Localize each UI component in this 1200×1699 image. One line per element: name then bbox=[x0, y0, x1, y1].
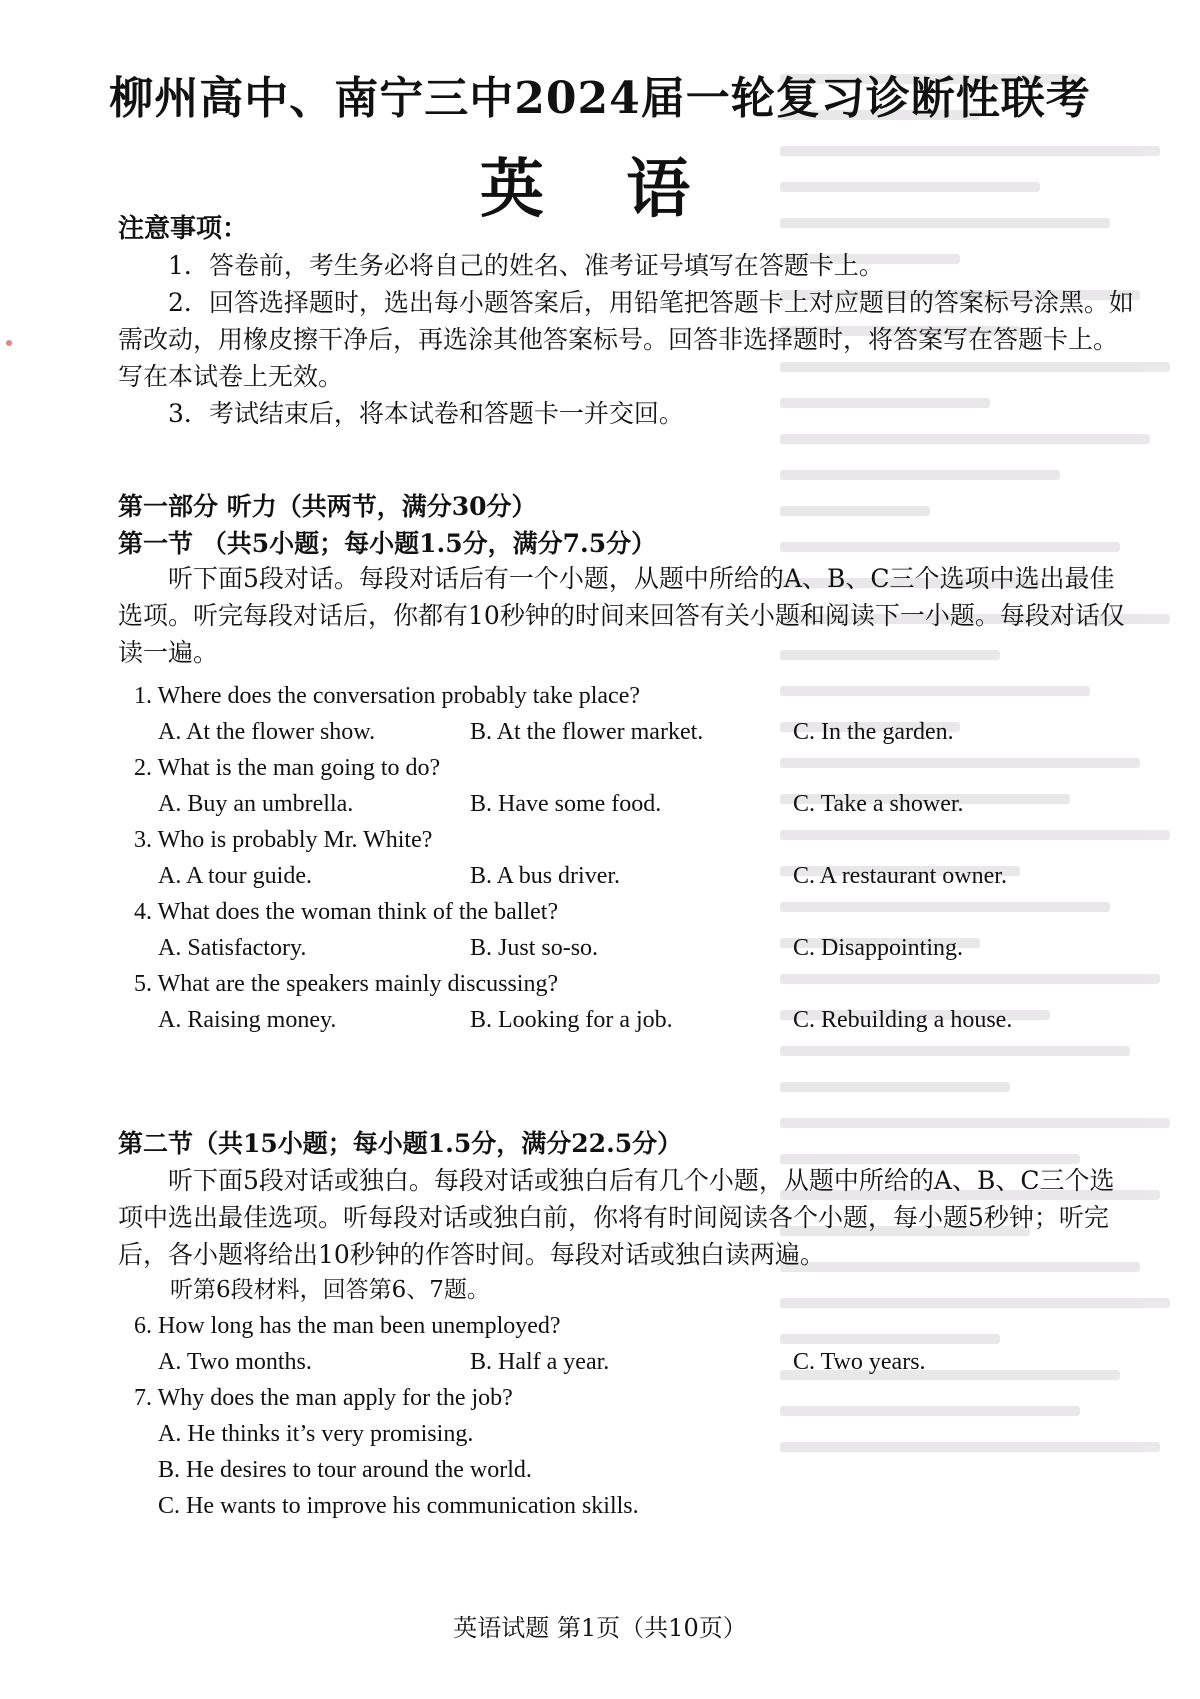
option-a: A. Raising money. bbox=[158, 1007, 337, 1033]
section1-questions bbox=[118, 678, 1138, 1038]
option-b: B. Looking for a job. bbox=[470, 1007, 673, 1033]
option-row bbox=[118, 858, 1138, 894]
note-item: 1．答卷前，考生务必将自己的姓名、准考证号填写在答题卡上。 bbox=[168, 251, 884, 280]
option-c: C. Two years. bbox=[793, 1349, 926, 1375]
part1-heading: 第一部分 听力（共两节，满分30分） bbox=[118, 492, 537, 521]
option-a: A. Two months. bbox=[158, 1349, 312, 1375]
option-row bbox=[118, 930, 1138, 966]
question-stem: 7. Why does the man apply for the job? bbox=[134, 1385, 513, 1411]
section2-instructions: 听下面5段对话或独白。每段对话或独白后有几个小题，从题中所给的A、B、C三个选项中选出最佳选项。听每段对话或独白前，你将有时间阅读各个小题，每小题5秒钟；听完后，各小题将给出10秒钟的作答时间。每段对话或独白读两遍。 bbox=[118, 1166, 1115, 1269]
question-stem: 4. What does the woman think of the ballet? bbox=[134, 899, 559, 925]
question-item bbox=[118, 966, 1138, 1038]
option-c: C. In the garden. bbox=[793, 719, 954, 745]
option-b: B. Just so-so. bbox=[470, 935, 599, 961]
section2-heading: 第二节（共15小题；每小题1.5分，满分22.5分） bbox=[118, 1129, 683, 1158]
option-a: A. Satisfactory. bbox=[158, 935, 307, 961]
subject-title: 英 语 bbox=[479, 152, 721, 227]
section2-questions bbox=[118, 1308, 1138, 1524]
option-b: B. At the flower market. bbox=[470, 719, 704, 745]
question-item bbox=[118, 822, 1138, 894]
option-row bbox=[118, 714, 1138, 750]
option-a: A. At the flower show. bbox=[158, 719, 376, 745]
question-item bbox=[118, 894, 1138, 966]
option-row bbox=[118, 1344, 1138, 1380]
question-stem: 5. What are the speakers mainly discussing? bbox=[134, 971, 559, 997]
question-item bbox=[118, 1380, 1138, 1524]
exam-title: 柳州高中、南宁三中2024届一轮复习诊断性联考 bbox=[109, 73, 1091, 124]
option-c: C. Rebuilding a house. bbox=[793, 1007, 1013, 1033]
option-b: B. Half a year. bbox=[470, 1349, 610, 1375]
question-item bbox=[118, 678, 1138, 750]
option-row bbox=[118, 1002, 1138, 1038]
option-row bbox=[118, 786, 1138, 822]
option-b: B. He desires to tour around the world. bbox=[158, 1457, 532, 1483]
option-c: C. Disappointing. bbox=[793, 935, 964, 961]
option-b: B. Have some food. bbox=[470, 791, 662, 817]
notes-list bbox=[118, 247, 1138, 432]
note-item: 2．回答选择题时，选出每小题答案后，用铅笔把答题卡上对应题目的答案标号涂黑。如需改动，用橡皮擦干净后，再选涂其他答案标号。回答非选择题时，将答案写在答题卡上。写在本试卷上无效。 bbox=[118, 288, 1134, 391]
question-stem: 3. Who is probably Mr. White? bbox=[134, 827, 433, 853]
option-a: A. Buy an umbrella. bbox=[158, 791, 354, 817]
material-instruction: 听第6段材料，回答第6、7题。 bbox=[170, 1277, 490, 1303]
option-a: A. A tour guide. bbox=[158, 863, 312, 889]
question-item bbox=[118, 750, 1138, 822]
note-item: 3．考试结束后，将本试卷和答题卡一并交回。 bbox=[168, 399, 684, 428]
option-b: B. A bus driver. bbox=[470, 863, 621, 889]
option-c: C. A restaurant owner. bbox=[793, 863, 1007, 889]
question-item bbox=[118, 1308, 1138, 1380]
ink-mark bbox=[6, 340, 12, 346]
notes-heading: 注意事项： bbox=[118, 214, 249, 244]
page-footer: 英语试题 第1页（共10页） bbox=[453, 1614, 747, 1642]
section1-heading: 第一节 （共5小题；每小题1.5分，满分7.5分） bbox=[118, 529, 657, 558]
option-c: C. He wants to improve his communication skills. bbox=[158, 1493, 639, 1519]
section1-instructions: 听下面5段对话。每段对话后有一个小题，从题中所给的A、B、C三个选项中选出最佳选项。听完每段对话后，你都有10秒钟的时间来回答有关小题和阅读下一小题。每段对话仅读一遍。 bbox=[118, 564, 1125, 667]
question-stem: 6. How long has the man been unemployed? bbox=[134, 1313, 561, 1339]
option-c: C. Take a shower. bbox=[793, 791, 964, 817]
question-stem: 1. Where does the conversation probably take place? bbox=[134, 683, 641, 709]
question-stem: 2. What is the man going to do? bbox=[134, 755, 441, 781]
option-a: A. He thinks it’s very promising. bbox=[158, 1421, 474, 1447]
